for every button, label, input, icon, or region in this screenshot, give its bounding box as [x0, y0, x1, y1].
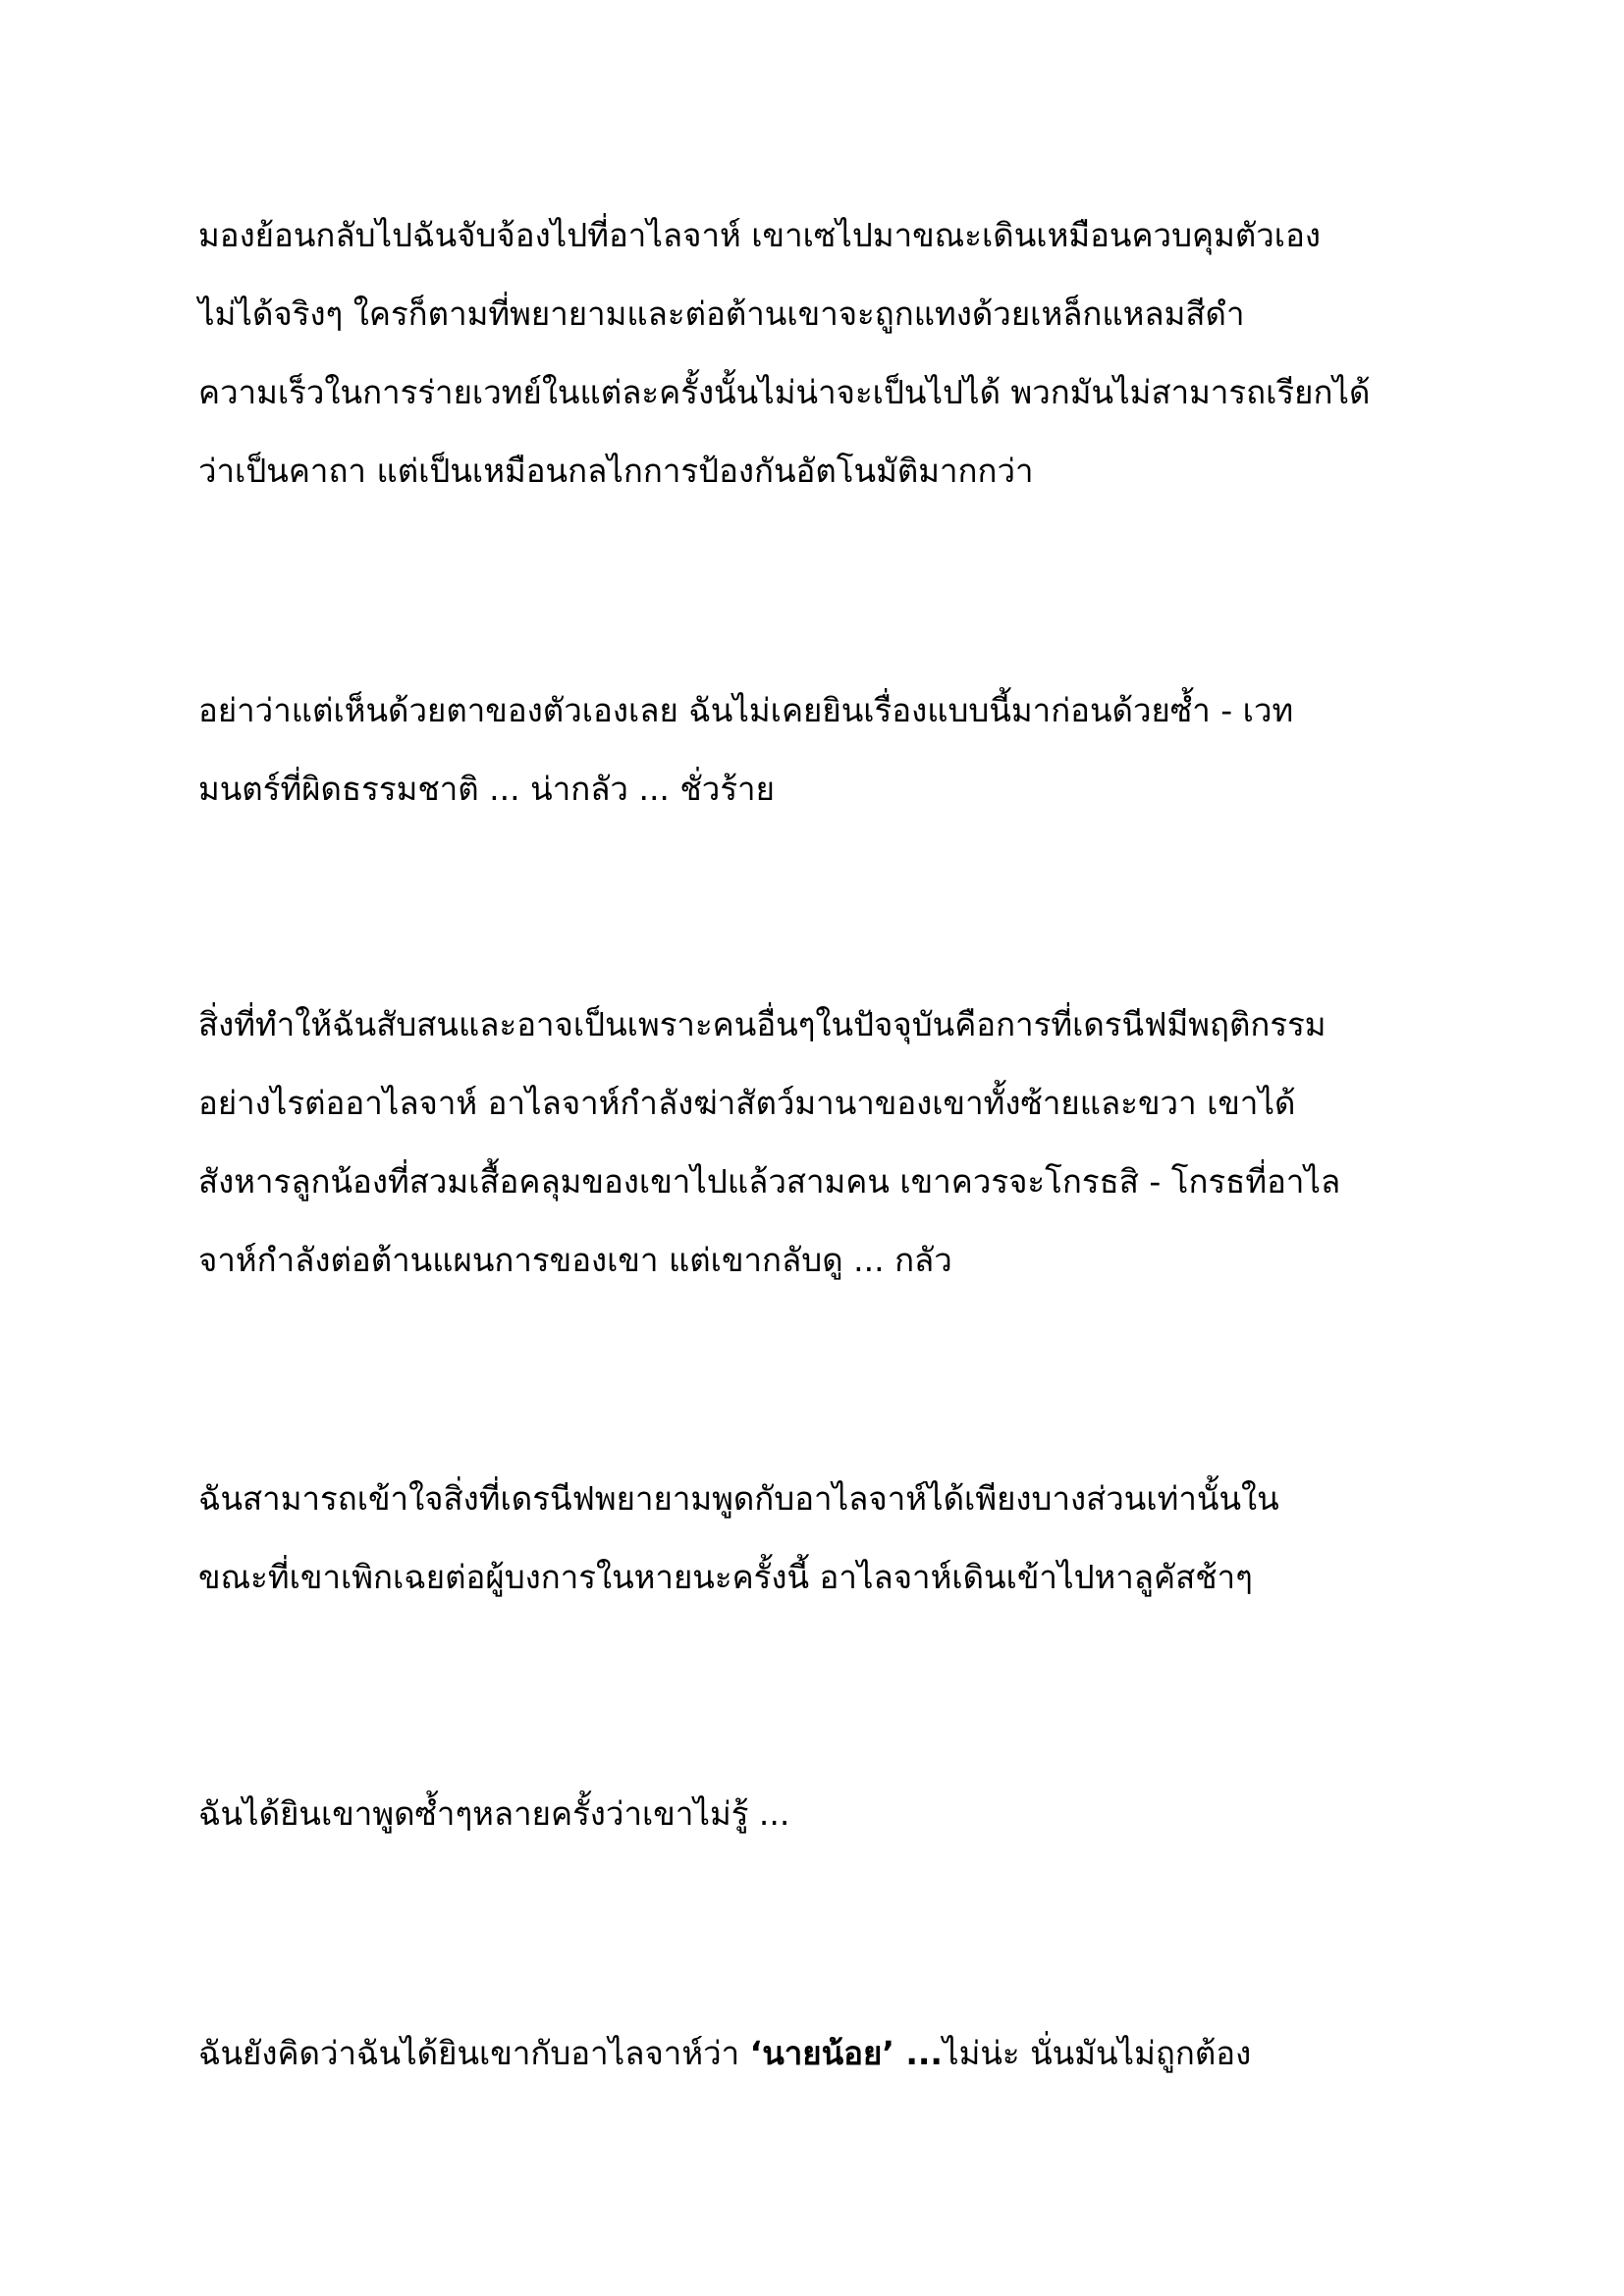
paragraph-6-line-1: [198, 2032, 1475, 2075]
paragraph-6-quote: ‘นายน้อย’: [749, 2034, 894, 2072]
paragraph-4-line-1: ฉันสามารถเข้าใจสิ่งที่เดรนีฟพยายามพูดกับอาไลจาห์ได้เพียงบางส่วนเท่านั้นใน: [198, 1479, 1279, 1518]
paragraph-2-line-1: อย่าว่าแต่เห็นด้วยตาของตัวเองเลย ฉันไม่เคยยินเรื่องแบบนี้มาก่อนด้วยซ้ำ - เวท: [198, 691, 1294, 729]
paragraph-3-line-3: สังหารลูกน้องที่สวมเสื้อคลุมของเขาไปแล้วสามคน เขาควรจะโกรธสิ - โกรธที่อาไล: [198, 1162, 1341, 1201]
paragraph-6-ellipsis: ...: [893, 2034, 943, 2072]
paragraph-2-line-2: มนตร์ที่ผิดธรรมชาติ ... น่ากลัว ... ชั่วร้าย: [198, 770, 775, 808]
paragraph-5-line-1: ฉันได้ยินเขาพูดซ้ำๆหลายครั้งว่าเขาไม่รู้ ...: [198, 1794, 790, 1833]
paragraph-1-line-3: ความเร็วในการร่ายเวทย์ในแต่ละครั้งนั้นไม่น่าจะเป็นไปได้ พวกมันไม่สามารถเรียกได้: [198, 373, 1371, 411]
paragraph-4-line-2: ขณะที่เขาเพิกเฉยต่อผู้บงการในหายนะครั้งนี้ อาไลจาห์เดินเข้าไปหาลูคัสช้าๆ: [198, 1558, 1253, 1596]
paragraph-3-line-4: จาห์กำลังต่อต้านแผนการของเขา แต่เขากลับดู ... กลัว: [198, 1241, 952, 1279]
paragraph-1-line-4: ว่าเป็นคาถา แต่เป็นเหมือนกลไกการป้องกันอัตโนมัติมากกว่า: [198, 452, 1034, 490]
paragraph-1-line-1: มองย้อนกลับไปฉันจับจ้องไปที่อาไลจาห์ เขาเซไปมาขณะเดินเหมือนควบคุมตัวเอง: [198, 216, 1322, 254]
paragraph-6-text-after: ไม่น่ะ นั่นมันไม่ถูกต้อง: [942, 2034, 1252, 2072]
paragraph-3-line-1: สิ่งที่ทำให้ฉันสับสนและอาจเป็นเพราะคนอื่นๆในปัจจุบันคือการที่เดรนีฟมีพฤติกรรม: [198, 1005, 1326, 1043]
paragraph-1-line-2: ไม่ได้จริงๆ ใครก็ตามที่พยายามและต่อต้านเขาจะถูกแทงด้วยเหล็กแหลมสีดำ: [198, 294, 1245, 333]
paragraph-6-text-before: ฉันยังคิดว่าฉันได้ยินเขากับอาไลจาห์ว่า: [198, 2034, 750, 2072]
paragraph-3-line-2: อย่างไรต่ออาไลจาห์ อาไลจาห์กำลังฆ่าสัตว์มานาของเขาทั้งซ้ายและขวา เขาได้: [198, 1084, 1296, 1122]
